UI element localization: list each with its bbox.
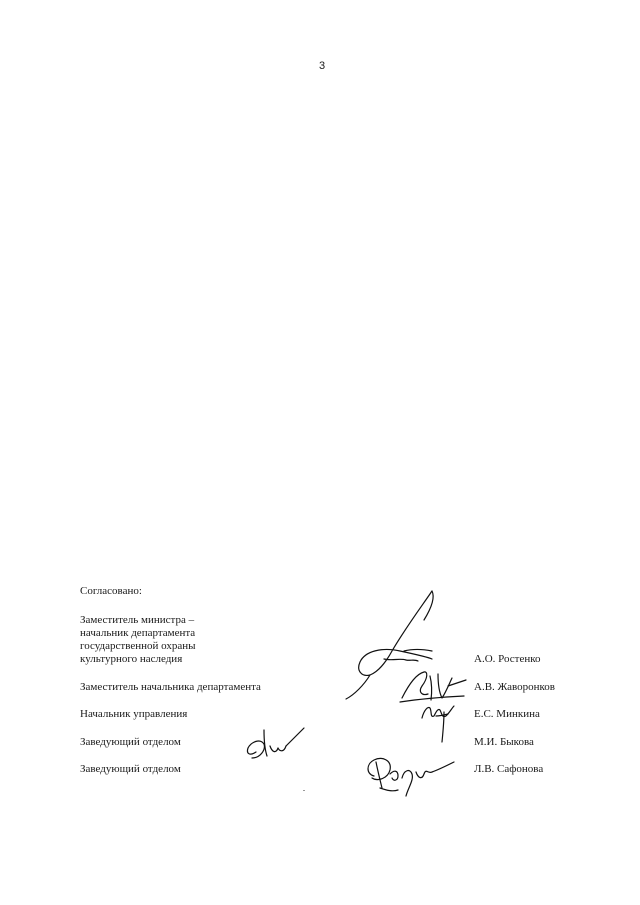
position-line: начальник департамента: [80, 627, 196, 639]
signature-minkina: [418, 700, 460, 745]
signatory-2-name: А.В. Жаворонков: [474, 681, 555, 693]
scan-speck: [303, 790, 305, 791]
position-line: Заместитель министра –: [80, 614, 195, 626]
signatory-5-position: Заведующий отделом: [80, 763, 181, 775]
signatory-3-position: Начальник управления: [80, 708, 188, 720]
position-line: культурного наследия: [80, 653, 183, 665]
signatory-4-position: Заведующий отделом: [80, 736, 181, 748]
signatory-1-name: А.О. Ростенко: [474, 653, 541, 665]
signatory-1-position: [80, 614, 196, 666]
signatory-2-position: Заместитель начальника департамента: [80, 681, 261, 693]
signatory-3-name: Е.С. Минкина: [474, 708, 540, 720]
position-line: государственной охраны: [80, 640, 196, 652]
signatory-5-name: Л.В. Сафонова: [474, 763, 544, 775]
signature-safonova: [362, 748, 462, 802]
signature-bykova: [242, 722, 308, 766]
signatory-4-name: М.И. Быкова: [474, 736, 534, 748]
page-number: 3: [318, 60, 326, 72]
approval-heading: Согласовано:: [80, 585, 142, 597]
